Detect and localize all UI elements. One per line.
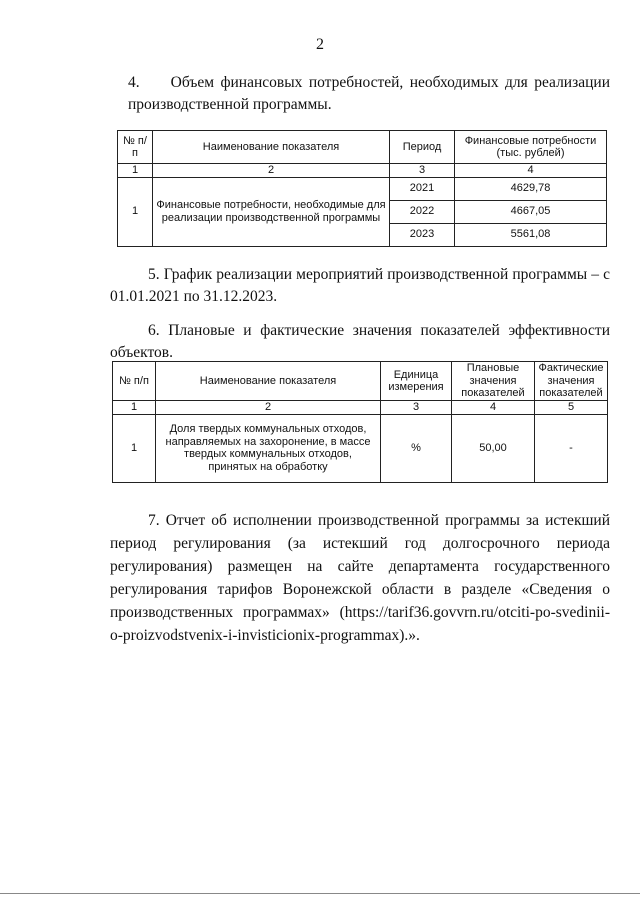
t1-period-2021: 2021 — [390, 177, 455, 200]
page-number: 2 — [316, 36, 324, 53]
section-4-text — [128, 72, 610, 116]
t2-colnum-3: 3 — [381, 401, 452, 415]
t1-header-financial-needs: Финансовые потребности (тыс. рублей) — [455, 131, 607, 164]
section-7-text — [110, 509, 610, 647]
t2-header-unit: Единица измерения — [381, 362, 452, 401]
t1-period-2023: 2023 — [390, 223, 455, 246]
t1-colnum-1: 1 — [118, 164, 153, 178]
t1-period-2022: 2022 — [390, 200, 455, 223]
t2-unit: % — [381, 414, 452, 482]
t2-row-number: 1 — [113, 414, 156, 482]
t1-row-number: 1 — [118, 177, 153, 246]
t1-indicator: Финансовые потребности, необходимые для реализации производственной программы — [153, 177, 390, 246]
t2-planned-value: 50,00 — [452, 414, 535, 482]
t2-header-number: № п/п — [113, 362, 156, 401]
t1-value-2021: 4629,78 — [455, 177, 607, 200]
t1-colnum-4: 4 — [455, 164, 607, 178]
page-bottom-edge — [0, 893, 640, 894]
t2-colnum-2: 2 — [156, 401, 381, 415]
t1-colnum-3: 3 — [390, 164, 455, 178]
t2-header-indicator: Наименование показателя — [156, 362, 381, 401]
t1-value-2023: 5561,08 — [455, 223, 607, 246]
section-7-body: 7. Отчет об исполнении производственной программы за истекший период регулирования (за истекший год долгосрочного периода регулирования) размещен на сайте департамента государственного регулирования тарифов Воронежской области в разделе «Сведения о производственных программах» (https://tarif36.govvrn.ru/otciti-po-svedinii-o-proizvodstvenix-i-invisticionix-programmax).». — [110, 512, 610, 644]
t1-header-period: Период — [390, 131, 455, 164]
section-5-text — [110, 264, 610, 308]
section-4-body: 4. Объем финансовых потребностей, необходимых для реализации производственной программы. — [128, 74, 610, 113]
t1-header-indicator: Наименование показателя — [153, 131, 390, 164]
efficiency-indicators-table — [112, 361, 608, 483]
t2-header-actual: Фактические значения показателей — [535, 362, 608, 401]
t2-colnum-4: 4 — [452, 401, 535, 415]
t2-indicator: Доля твердых коммунальных отходов, направляемых на захоронение, в массе твердых коммунальных отходов, принятых на обработку — [156, 414, 381, 482]
t2-header-planned: Плановые значения показателей — [452, 362, 535, 401]
financial-needs-table — [117, 130, 607, 247]
t2-actual-value: - — [535, 414, 608, 482]
section-6-body: 6. Плановые и фактические значения показателей эффективности объектов. — [110, 322, 610, 361]
section-5-body: 5. График реализации мероприятий производственной программы – с 01.01.2021 по 31.12.2023. — [110, 266, 610, 305]
t1-colnum-2: 2 — [153, 164, 390, 178]
t2-colnum-1: 1 — [113, 401, 156, 415]
t1-value-2022: 4667,05 — [455, 200, 607, 223]
t2-colnum-5: 5 — [535, 401, 608, 415]
t1-header-number: № п/п — [118, 131, 153, 164]
section-6-text — [110, 320, 610, 364]
